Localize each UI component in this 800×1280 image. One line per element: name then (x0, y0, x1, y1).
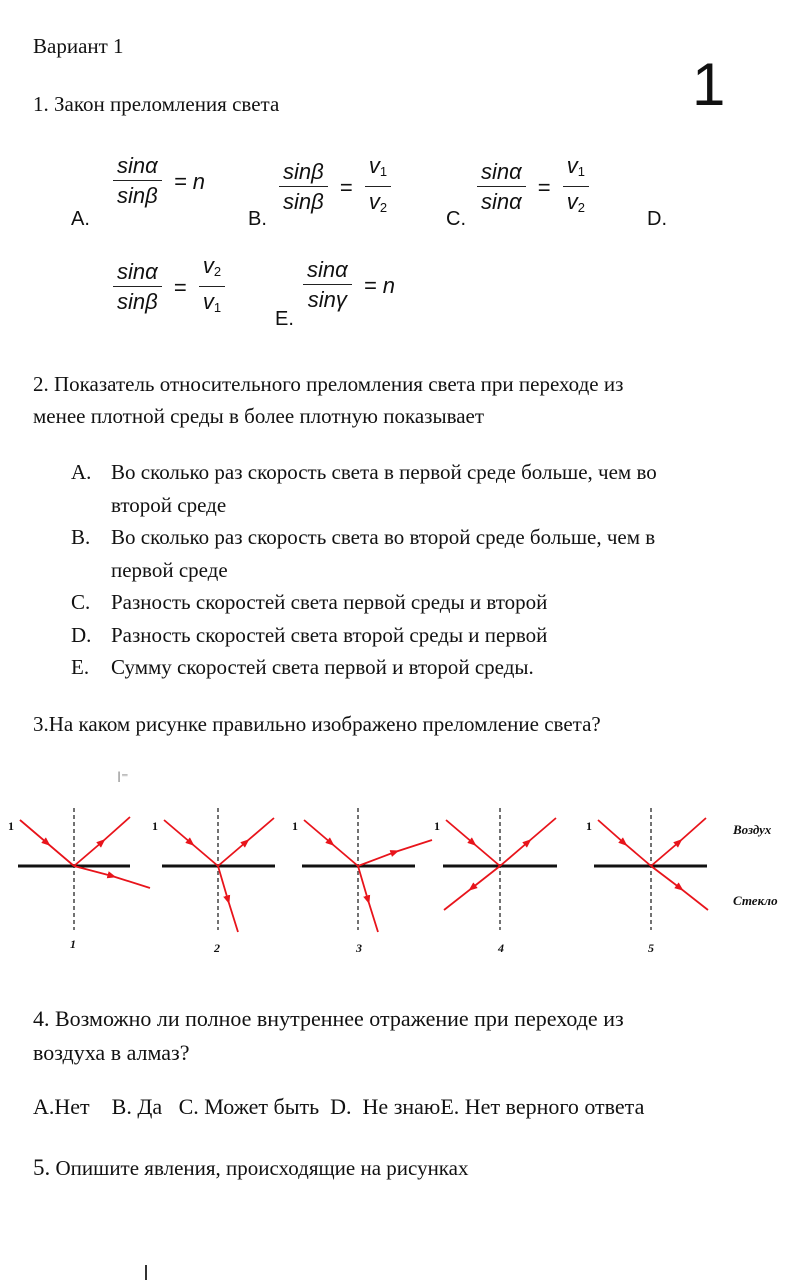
variant-title: Вариант 1 (33, 34, 124, 58)
question-4-number: 4. (33, 1006, 50, 1031)
q1-option-d-letter: D. (647, 208, 667, 230)
formula-denominator: sinα (481, 189, 522, 214)
diagram-3 (302, 808, 432, 932)
page-number: 1 (692, 51, 726, 118)
q1-option-c-letter: C. (446, 208, 466, 230)
ray-label-3: 1 (292, 819, 298, 833)
question-2-text-line1: Показатель относительного преломления света при переходе из (54, 372, 624, 396)
question-4 (33, 1002, 773, 1070)
question-5 (33, 1152, 469, 1184)
diagram-1 (18, 808, 150, 930)
diagram-5 (594, 808, 708, 930)
glass-label: Стекло (733, 893, 778, 908)
page-mark (145, 1265, 147, 1280)
formula-numerator: sinα (477, 158, 526, 187)
ray-label-5: 1 (586, 819, 592, 833)
formula-rhs-denominator: $v_1$ (202, 289, 222, 315)
q1-option-e-letter: E. (275, 308, 294, 330)
ray-label-1: 1 (8, 819, 14, 833)
option-letter: D. (71, 622, 92, 647)
ray-label-4: 1 (434, 819, 440, 833)
q2-option-c (71, 586, 781, 619)
question-4-text-line1: Возможно ли полное внутреннее отражение при переходе из (55, 1006, 624, 1031)
option-letter: E. (71, 655, 90, 679)
formula-denominator: sinγ (307, 287, 347, 312)
question-2-number: 2. (33, 372, 49, 396)
option-text: Во сколько раз скорость света во второй среде больше, чем в (111, 525, 656, 549)
formula-rhs: = n (363, 272, 395, 298)
formula-rhs-denominator: $v_2$ (566, 189, 586, 215)
diagram-4 (443, 808, 557, 930)
question-2 (33, 368, 773, 432)
q1-option-d-formula: $\frac{\sin\alpha}{\sin\beta}$ = $\frac{v_2}{v_1}$ (113, 252, 225, 323)
question-1-text: Закон преломления света (54, 92, 280, 116)
formula-numerator: sinβ (279, 158, 328, 187)
air-label: Воздух (733, 822, 772, 837)
diagram-number-5: 5 (648, 941, 654, 955)
formula-rhs-numerator: $v_2$ (199, 252, 225, 287)
q1-option-b-formula: $\frac{\sin\beta}{\sin\beta}$ = $\frac{v_1}{v_2}$ (279, 152, 391, 223)
option-letter: B. (71, 525, 91, 549)
diagram-number-3: 3 (356, 941, 362, 955)
option-text: Во сколько раз скорость света в первой среде больше, чем во (111, 460, 657, 484)
diagram-number-2: 2 (214, 941, 220, 955)
text-cursor-icon: I⁼ (117, 770, 129, 786)
ray-label-2: 1 (152, 819, 158, 833)
q1-option-c-formula: $\frac{\sin\alpha}{\sin\alpha}$ = $\frac{v_1}{v_2}$ (477, 152, 589, 223)
diagram-number-4: 4 (498, 941, 504, 955)
q2-option-e (71, 651, 781, 684)
q1-option-b-letter: B. (248, 208, 267, 230)
option-text-cont: второй среде (111, 492, 227, 517)
option-letter: A. (71, 460, 92, 484)
formula-rhs: = n (173, 168, 206, 194)
question-3-text: 3.На каком рисунке правильно изображено преломление света? (33, 712, 601, 736)
question-5-number: 5. (33, 1155, 51, 1180)
formula-denominator: sinβ (117, 289, 158, 314)
q2-option-b (71, 521, 781, 586)
formula-numerator: sinα (113, 152, 162, 181)
formula-rhs-denominator: $v_2$ (368, 189, 388, 215)
option-text: Сумму скоростей света первой и второй среды. (111, 655, 534, 679)
question-5-text: Опишите явления, происходящие на рисунках (55, 1156, 469, 1180)
formula-numerator: sinα (303, 256, 352, 285)
formula-rhs-numerator: $v_1$ (365, 152, 391, 187)
question-1-number: 1. (33, 92, 49, 116)
question-4-answers: А.Нет В. Да С. Может быть D. Не знаюЕ. Нет верного ответа (33, 1094, 645, 1119)
q1-option-a-formula (113, 152, 211, 211)
refraction-diagrams (0, 790, 800, 970)
diagram-2 (162, 808, 275, 932)
option-text: Разность скоростей света первой среды и второй (111, 590, 548, 614)
formula-denominator: sinβ (283, 189, 324, 214)
q2-option-d (71, 619, 781, 652)
option-text: Разность скоростей света второй среды и первой (111, 622, 548, 647)
formula-denominator: sinβ (117, 183, 158, 208)
q2-option-a (71, 456, 781, 521)
question-2-text-line2: менее плотной среды в более плотную показывает (33, 404, 485, 428)
formula-rhs-numerator: $v_1$ (563, 152, 589, 187)
q1-option-a-letter: A. (71, 208, 90, 230)
q2-options (71, 456, 781, 684)
option-letter: C. (71, 590, 91, 614)
diagram-number-1: 1 (70, 937, 76, 951)
question-4-text-line2: воздуха в алмаз? (33, 1040, 190, 1065)
question-1 (33, 88, 279, 120)
formula-numerator: sinα (113, 258, 162, 287)
option-text-cont: первой среде (111, 557, 228, 582)
q1-option-e-formula (303, 256, 401, 315)
